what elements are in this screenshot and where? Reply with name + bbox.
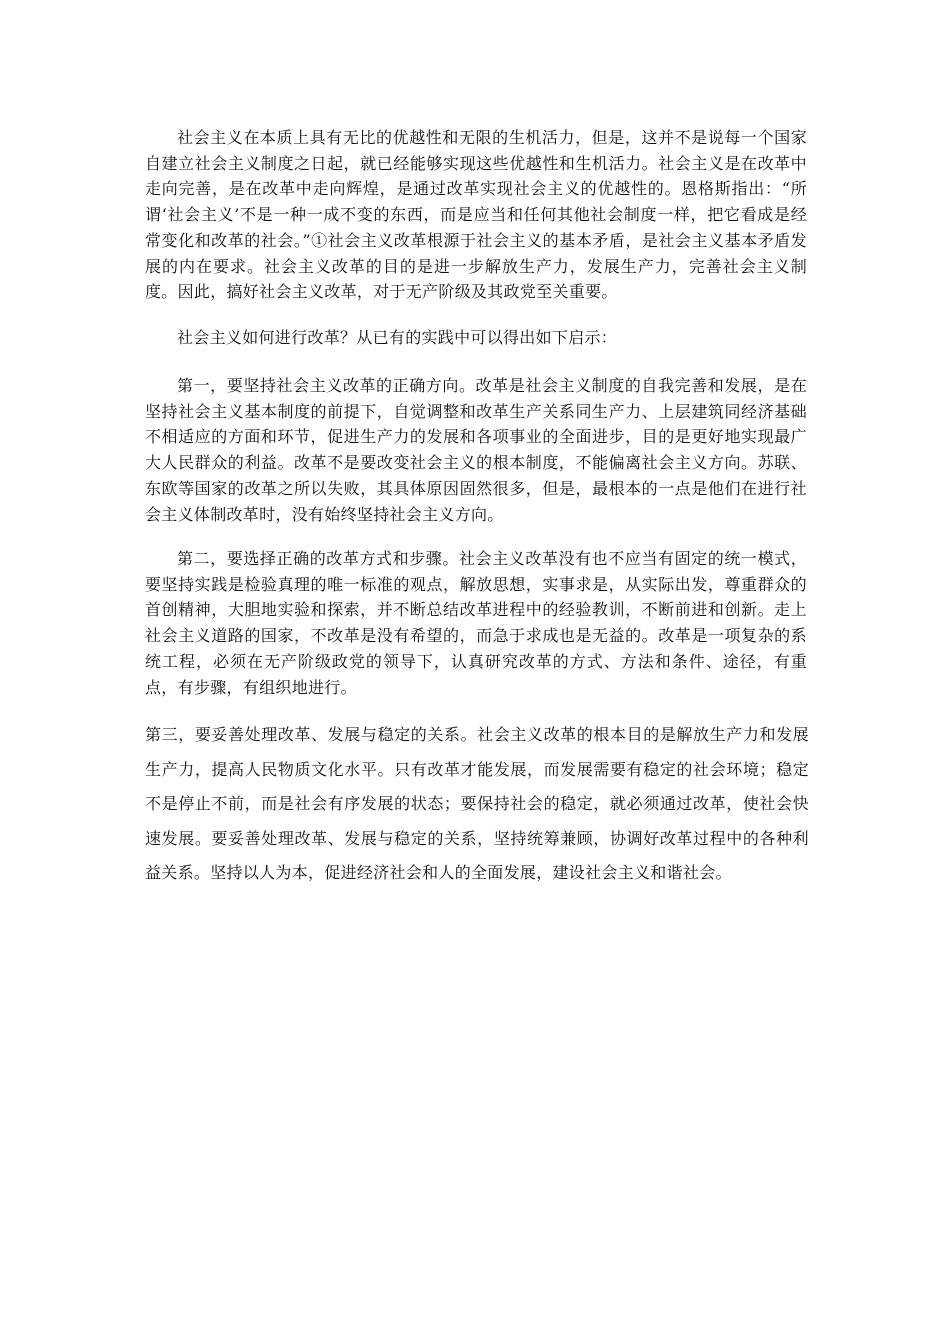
paragraph-intro: 社会主义在本质上具有无比的优越性和无限的生机活力，但是，这并不是说每一个国家自建立社会主义制度之日起，就已经能够实现这些优越性和生机活力。社会主义是在改革中走向完善，是在改革中走向辉煌，是通过改革实现社会主义的优越性的。恩格斯指出：“所谓‘社会主义’不是一种一成不变的东西，而是应当和任何其他社会制度一样，把它看成是经常变化和改革的社会。”①社会主义改革根源于社会主义的基本矛盾，是社会主义基本矛盾发展的内在要求。社会主义改革的目的是进一步解放生产力，发展生产力，完善社会主义制度。因此，搞好社会主义改革，对于无产阶级及其政党至关重要。 bbox=[145, 128, 807, 302]
paragraph-third-point: 第三，要妥善处理改革、发展与稳定的关系。社会主义改革的根本目的是解放生产力和发展生产力，提高人民物质文化水平。只有改革才能发展，而发展需要有稳定的社会环境；稳定不是停止不前，而是社会有序发展的状态；要保持社会的稳定，就必须通过改革，使社会快速发展。要妥善处理改革、发展与稳定的关系，坚持统筹兼顾，协调好改革过程中的各种利益关系。坚持以人为本，促进经济社会和人的全面发展，建设社会主义和谐社会。 bbox=[145, 725, 809, 882]
paragraph-question: 社会主义如何进行改革？从已有的实践中可以得出如下启示： bbox=[177, 328, 618, 347]
paragraph-second-point: 第二，要选择正确的改革方式和步骤。社会主义改革没有也不应当有固定的统一模式，要坚持实践是检验真理的唯一标准的观点，解放思想，实事求是，从实际出发，尊重群众的首创精神，大胆地实验和探索，并不断总结改革进程中的经验教训，不断前进和创新。走上社会主义道路的国家，不改革是没有希望的，而急于求成也是无益的。改革是一项复杂的系统工程，必须在无产阶级政党的领导下，认真研究改革的方式、方法和条件、途径，有重点，有步骤，有组织地进行。 bbox=[145, 549, 807, 697]
paragraph-first-point: 第一，要坚持社会主义改革的正确方向。改革是社会主义制度的自我完善和发展，是在坚持社会主义基本制度的前提下，自觉调整和改革生产关系同生产力、上层建筑同经济基础不相适应的方面和环节，促进生产力的发展和各项事业的全面进步，目的是更好地实现最广大人民群众的利益。改革不是要改变社会主义的根本制度，不能偏离社会主义方向。苏联、东欧等国家的改革之所以失败，其具体原因固然很多，但是，最根本的一点是他们在进行社会主义体制改革时，没有始终坚持社会主义方向。 bbox=[145, 376, 807, 524]
